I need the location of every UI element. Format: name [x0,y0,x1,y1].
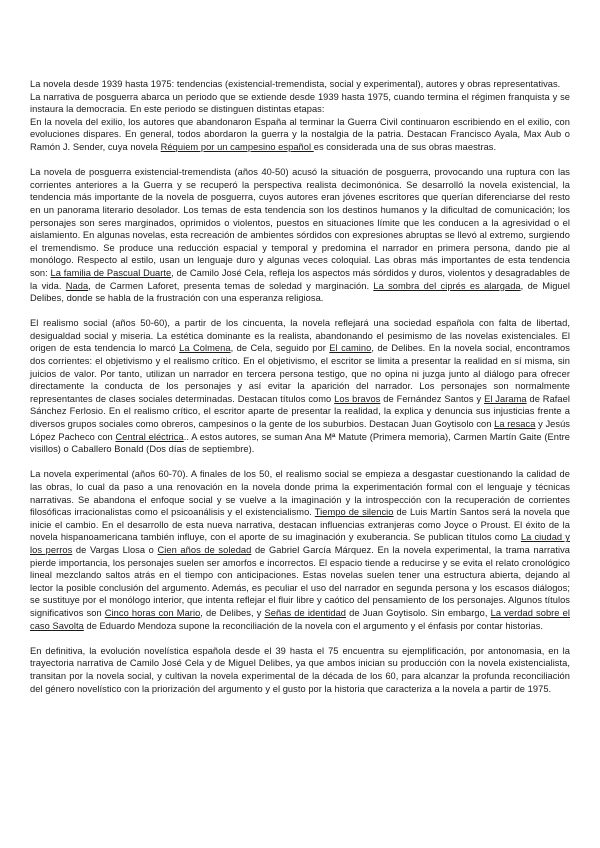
text-run: , de Carmen Laforet, presenta temas de soledad y marginación. [88,280,374,291]
book-title: Nada [65,280,89,291]
text-run: .. A estos autores, se suman Ana Mª Matute (Primera memoria), Carmen Martín Gaite (Entre visillos) o Caballero Bonald (Dos días de septiembre). [30,431,570,455]
text-run: de Gabriel García Márquez. En la novela experimental, la trama narrativa pierde importancia, los personajes suelen ser amorfos e incorrectos. El espacio tiende a reducirse y se evita el relato cronológico lineal mezclando saltos atrás en el tiempo con anticipaciones. Estas novelas suelen tener una estructura abierta, dejando al lector la posible conclusión del argumento. Además, es peculiar el uso del narrador en segunda persona y los escasos diálogos; se sustituye por el monólogo interior, que intenta reflejar el fluir libre y caótico del pensamiento de los personajes. Algunos títulos significativos son [30,544,571,618]
text-run: de Fernández Santos y [380,393,485,404]
paragraph-block [30,78,570,154]
text-run: , de Cela, seguido por [230,343,330,354]
text-run: de Vargas Llosa o [72,544,158,555]
book-title: Central eléctrica [115,431,184,442]
paragraph-block [30,645,570,695]
text-run: y Jesús López Pacheco con [30,419,570,442]
book-title: La verdad sobre el caso Savolta [30,607,570,631]
book-title: La ciudad y los perros [30,532,570,555]
book-title: La sombra del ciprés es alargada [373,280,521,291]
book-title: Cinco horas con Mario [104,607,201,618]
paragraph-text [30,645,570,695]
book-title: La resaca [494,419,536,430]
text-run: La novela de posguerra existencial-tremendista (años 40-50) acusó la situación de posguerra, provocando una ruptura con las corrientes anteriores a la Guerra y se recuperó la perspectiva realista decimonónica. Se desarrolló la novela existencial, la tendencia más importante de la novela de posguerra, cuyos autores eran jóvenes escritores que querían diferenciarse del resto en un panorama literario desolador. Los temas de esta tendencia son los destinos humanos y la dificultad de comunicación; los personajes son seres marginados, oprimidos o violentos, puestos en situaciones límite que les conducen a la agresividad o el aislamiento. En algunas novelas, esta recreación de ambientes sórdidos con expresiones abruptas se llevó al extremo, surgiendo el tremendismo. Se produce una reducción espacial y temporal y predomina el narrador en primera persona, dando pie al monólogo. Respecto al estilo, usan un lenguaje duro y algunas veces coloquial. Las obras más importantes de esta tendencia son: [30,167,570,278]
paragraph-text [30,116,570,154]
text-run: de Eduardo Mendoza supone la reconciliación de la novela con el argumento y el énfasis por contar historias. [83,620,544,631]
paragraph-block [30,317,570,456]
paragraph-text [30,91,570,116]
text-run: , de Miguel Delibes, donde se habla de la frustración con una esperanza religiosa. [30,280,570,304]
text-run: , de Delibes. En la novela social, encontramos dos corrientes: el objetivismo y el realismo crítico. En el objetivismo, el escritor se limita a presentar la realidad en sí misma, sin juicios de valor. Por tanto, utilizan un narrador en tercera persona testigo, que no opina ni juzga junto al diálogo para ofrecer directamente la conducta de los personajes y así evitar la aparición del narrador. Los personajes son normalmente representantes de clases sociales determinadas. Destacan títulos como [30,343,570,404]
text-run: En definitiva, la evolución novelística española desde el 39 hasta el 75 encuentra su ejemplificación, por antonomasia, en la trayectoria narrativa de Camilo José Cela y de Miguel Delibes, ya que ambos inician su producción con la novela existencialista, transitan por la novela social, y cultivan la novela experimental de la década de los 60, para alcanzar la profunda reconciliación del género novelístico con la priorización del argumento y el gusto por la historia que caracteriza a la novela a partir de 1975. [30,645,570,694]
book-title: Réquiem por un campesino español [160,141,314,152]
document-body [30,78,570,695]
book-title: El camino [329,343,372,354]
text-run: El realismo social (años 50-60), a partir de los cincuenta, la novela reflejará una sociedad española con falta de libertad, desigualdad social y miseria. La estética dominante es la realista, abandonando el pesimismo de las novelas existenciales. El origen de esta tendencia lo marcó [30,318,570,354]
book-title: Los bravos [334,393,381,404]
text-run: , de Camilo José Cela, refleja los aspectos más sórdidos y duros, violentos y desagradables de la vida. [30,267,571,291]
book-title: Señas de identidad [264,607,347,618]
paragraph-text [30,78,570,91]
book-title: La Colmena [179,343,231,354]
book-title: Cien años de soledad [157,544,252,555]
text-run: En la novela del exilio, los autores que abandonaron España al terminar la Guerra Civil continuaron escribiendo en el exilio, con evoluciones dispares. En general, todos abordaron la guerra y la nostalgia de la patria. Destacan Francisco Ayala, Max Aub o Ramón J. Sender, cuya novela [30,116,570,152]
text-run: de Luis Martín Santos será la novela que inicie el cambio. En el desarrollo de esta nueva narrativa, destacan influencias extranjeras como Joyce o Proust. El éxito de la novela hispanoamericana también influye, con el aporte de su imaginación y exuberancia. Se publican títulos como [30,507,570,543]
text-run: de Juan Goytisolo. Sin embargo, [346,607,491,618]
text-run: de Rafael Sánchez Ferlosio. En el realismo crítico, el escritor aparte de presentar la realidad, la explica y denuncia sus injusticias frente a diversos grupos sociales como obreros, campesinos o la gente de los suburbios. Destacan Juan Goytisolo con [30,393,570,430]
paragraph-block [30,166,570,305]
text-run: es considerada una de sus obras maestras. [313,141,497,152]
text-run: La narrativa de posguerra abarca un periodo que se extiende desde 1939 hasta 1975, cuando termina el régimen franquista y se instaura la democracia. En este periodo se distinguen distintas etapas: [30,91,570,115]
paragraph-text [30,317,570,456]
book-title: El Jarama [484,393,527,404]
paragraph-text [30,166,570,305]
book-title: La familia de Pascual Duarte [50,267,172,278]
text-run: La novela desde 1939 hasta 1975: tendencias (existencial-tremendista, social y experimental), autores y obras representativas. [30,79,561,89]
text-run: La novela experimental (años 60-70). A finales de los 50, el realismo social se empieza a desgastar cuestionando la calidad de las obras, lo cual da paso a una renovación en la novela donde prima la experimentación formal con el lenguaje y técnicas narrativas. Se abandona el enfoque social y se vuelve a la imaginación y la introspección con la recuperación de corrientes filosóficas irracionalistas como el psicoanálisis y el existencialismo. [30,469,570,518]
book-title: Tiempo de silencio [314,507,394,518]
paragraph-text [30,468,570,632]
text-run: , de Delibes, y [200,607,265,618]
paragraph-block [30,468,570,632]
